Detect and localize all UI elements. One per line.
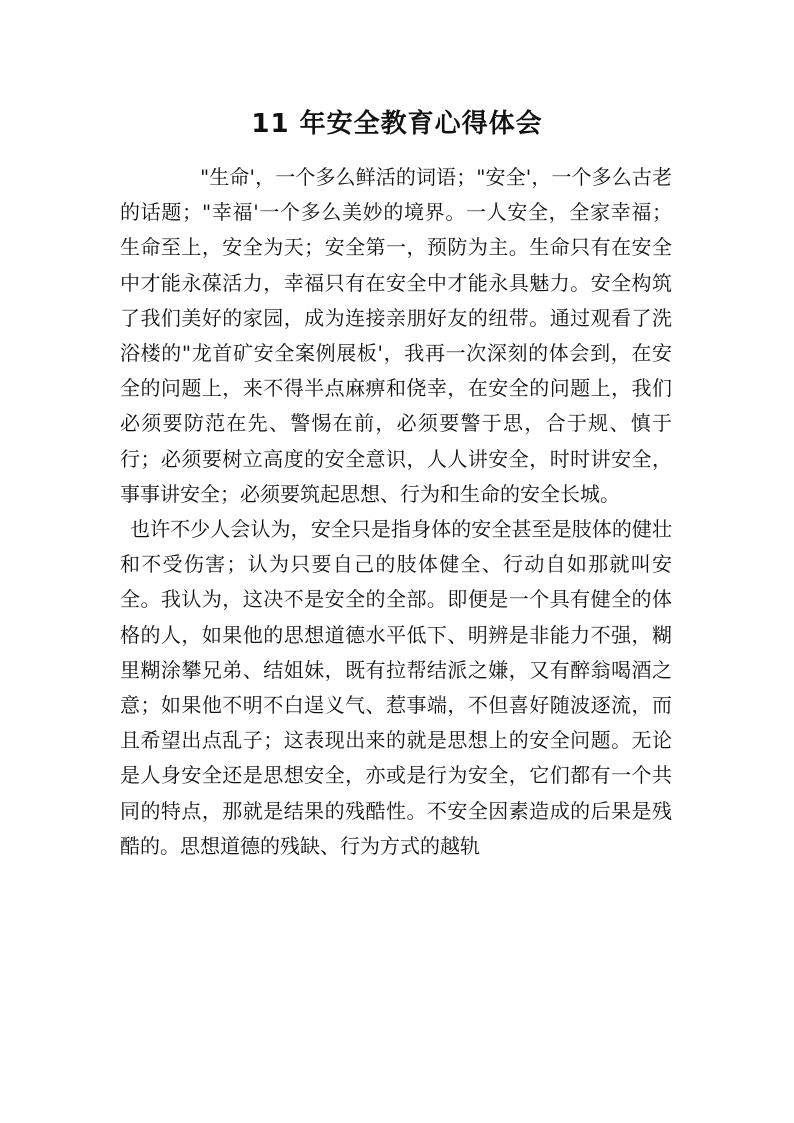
paragraph-1: "生命'，一个多么鲜活的词语；"安全'，一个多么古老的话题；"幸福'一个多么美妙的境界。一人安全，全家幸福；生命至上，安全为天；安全第一，预防为主。生命只有在安全中才能永葆活力，幸福只有在安全中才能永具魅力。安全构筑了我们美好的家园，成为连接亲朋好友的纽带。通过观看了洗浴楼的"龙首矿安全案例展板'，我再一次深刻的体会到，在安全的问题上，来不得半点麻痹和侥幸，在安全的问题上，我们必须要防范在先、警惕在前，必须要警于思，合于规、慎于行；必须要树立高度的安全意识，人人讲安全，时时讲安全，事事讲安全；必须要筑起思想、行为和生命的安全长城。: [120, 165, 672, 506]
document-body: [120, 160, 672, 864]
document-title: 11 年安全教育心得体会: [251, 109, 543, 139]
paragraph-2: 也许不少人会认为，安全只是指身体的安全甚至是肢体的健壮和不受伤害；认为只要自己的肢体健全、行动自如那就叫安全。我认为，这决不是安全的全部。即便是一个具有健全的体格的人，如果他的思想道德水平低下、明辨是非能力不强，糊里糊涂攀兄弟、结姐妹，既有拉帮结派之嫌，又有醉翁喝酒之意；如果他不明不白逞义气、惹事端，不但喜好随波逐流，而且希望出点乱子；这表现出来的就是思想上的安全问题。无论是人身安全还是思想安全，亦或是行为安全，它们都有一个共同的特点，那就是结果的残酷性。不安全因素造成的后果是残酷的。思想道德的残缺、行为方式的越轨: [120, 517, 672, 858]
